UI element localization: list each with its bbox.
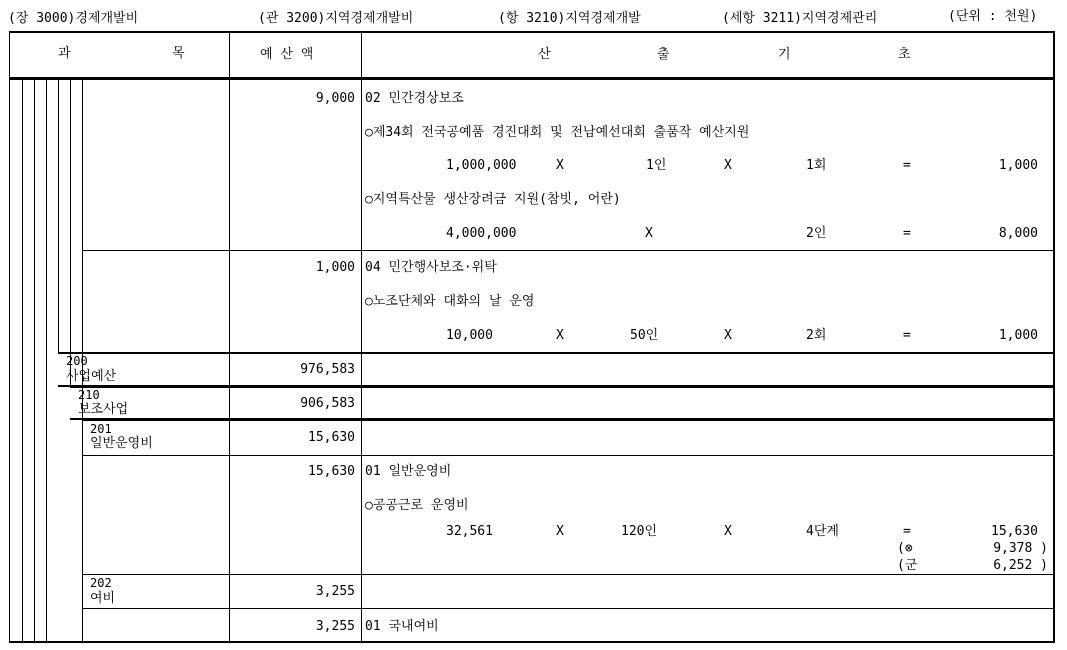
row-amount: 9,000 <box>315 91 355 106</box>
calc-times: X <box>645 226 653 241</box>
col-header-basis-4: 초 <box>898 47 911 62</box>
calc-times: X <box>556 158 564 173</box>
section-name: 여비 <box>90 591 116 606</box>
calc-people: 1인 <box>646 158 667 173</box>
sehang-label: (세항 3211)지역경제관리 <box>722 11 878 26</box>
row-title: 01 일반운영비 <box>365 464 452 479</box>
sub-value: 9,378 ) <box>993 541 1048 556</box>
row-title: 04 민간행사보조·위탁 <box>365 260 497 275</box>
jang-label: (장 3000)경제개발비 <box>8 11 139 26</box>
calc-unit-price: 1,000,000 <box>446 158 517 173</box>
calc-total: 15,630 <box>991 524 1038 539</box>
row-amount: 3,255 <box>315 619 355 634</box>
section-amount: 976,583 <box>300 362 355 377</box>
section-amount: 3,255 <box>315 584 355 599</box>
calc-total: 8,000 <box>998 226 1038 241</box>
row-item: ○제34회 전국공예품 경진대회 및 전남예선대회 출품작 예산지원 <box>365 125 750 140</box>
col-header-basis-2: 출 <box>657 47 670 62</box>
section-code: 202 <box>90 576 112 590</box>
calc-times: X <box>724 158 732 173</box>
calc-equals: = <box>903 524 911 539</box>
calc-people: 50인 <box>630 328 659 343</box>
col-header-mok: 목 <box>172 46 185 61</box>
gwan-label: (관 3200)지역경제개발비 <box>258 11 414 26</box>
calc-times: X <box>724 328 732 343</box>
row-item: ○공공근로 운영비 <box>365 498 469 513</box>
calc-count: 2회 <box>806 328 827 343</box>
calc-times: X <box>556 524 564 539</box>
calc-count: 2인 <box>806 226 827 241</box>
row-amount: 15,630 <box>308 464 355 479</box>
calc-equals: = <box>903 158 911 173</box>
row-title: 02 민간경상보조 <box>365 91 464 106</box>
calc-times: X <box>724 524 732 539</box>
calc-unit-price: 4,000,000 <box>446 226 517 241</box>
col-header-basis-1: 산 <box>538 47 551 62</box>
row-title: 01 국내여비 <box>365 619 439 634</box>
row-item: ○지역특산물 생산장려금 지원(참빗, 어란) <box>365 192 621 207</box>
calc-total: 1,000 <box>998 158 1038 173</box>
section-code: 200 <box>66 354 88 368</box>
calc-count: 4단계 <box>806 524 839 539</box>
hang-label: (항 3210)지역경제개발 <box>498 11 641 26</box>
row-item: ○노조단체와 대화의 날 운영 <box>365 294 535 309</box>
section-code: 210 <box>78 388 100 402</box>
col-header-budget: 예 산 액 <box>260 47 314 62</box>
section-name: 일반운영비 <box>90 436 153 451</box>
col-header-basis-3: 기 <box>778 47 791 62</box>
section-code: 201 <box>90 422 112 436</box>
sub-value: 6,252 ) <box>993 558 1048 573</box>
calc-count: 1회 <box>806 158 827 173</box>
col-header-gwa: 과 <box>58 46 71 61</box>
calc-times: X <box>556 328 564 343</box>
calc-equals: = <box>903 328 911 343</box>
calc-total: 1,000 <box>998 328 1038 343</box>
calc-people: 120인 <box>621 524 658 539</box>
section-amount: 906,583 <box>300 396 355 411</box>
sub-label: (군 <box>897 558 918 573</box>
calc-unit-price: 32,561 <box>446 524 493 539</box>
row-amount: 1,000 <box>315 260 355 275</box>
calc-equals: = <box>903 226 911 241</box>
section-name: 사업예산 <box>66 369 117 384</box>
sub-label: (⊗ <box>897 541 913 556</box>
unit-label: (단위 : 천원) <box>948 9 1038 24</box>
section-amount: 15,630 <box>308 430 355 445</box>
section-name: 보조사업 <box>78 402 129 417</box>
calc-unit-price: 10,000 <box>446 328 493 343</box>
